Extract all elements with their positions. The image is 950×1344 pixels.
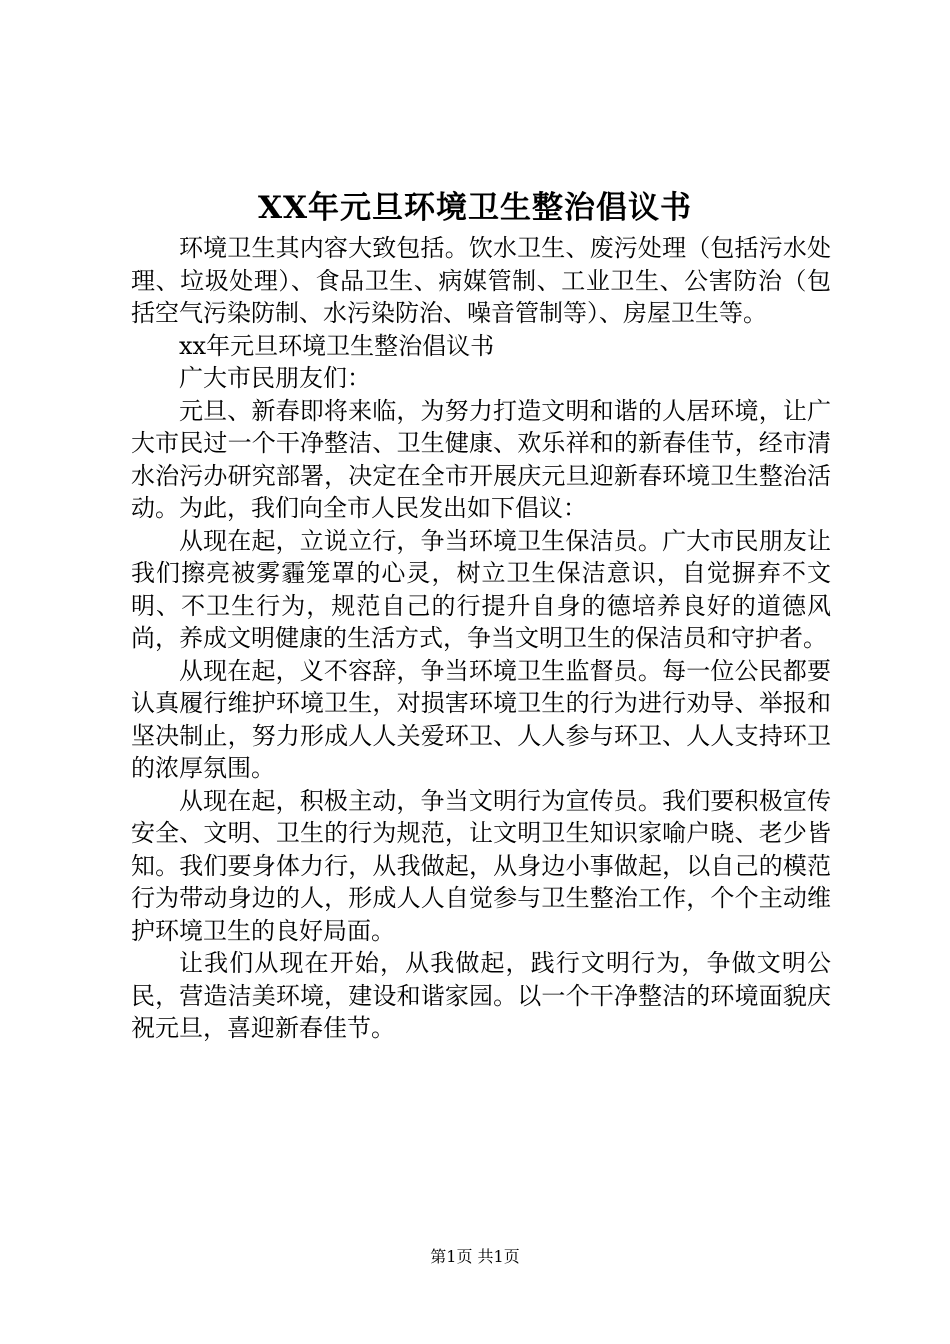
paragraph-subtitle: xx年元旦环境卫生整治倡议书 xyxy=(179,331,495,360)
document-title: XX年元旦环境卫生整治倡议书 xyxy=(257,190,693,226)
paragraph-promoter: 从现在起，积极主动，争当文明行为宣传员。我们要积极宣传安全、文明、卫生的行为规范，让文明卫生知识家喻户晓、老少皆知。我们要身体力行，从我做起，从身边小事做起，以自己的模范行为带动身边的人，形成人人自觉参与卫生整治工作，个个主动维护环境卫生的良好局面。 xyxy=(131,786,831,945)
paragraph-cleaner: 从现在起，立说立行，争当环境卫生保洁员。广大市民朋友让我们擦亮被雾霾笼罩的心灵，树立卫生保洁意识，自觉摒弃不文明、不卫生行为，规范自己的行提升自身的德培养良好的道德风尚，养成文明健康的生活方式，争当文明卫生的保洁员和守护者。 xyxy=(131,526,831,652)
paragraph-salutation: 广大市民朋友们： xyxy=(179,364,371,392)
page-footer: 第1页 共1页 xyxy=(430,1247,520,1266)
paragraph-opening: 元旦、新春即将来临，为努力打造文明和谐的人居环境，让广大市民过一个干净整洁、卫生健康、欢乐祥和的新春佳节，经市清水治污办研究部署，决定在全市开展庆元旦迎新春环境卫生整治活动。为此，我们向全市人民发出如下倡议： xyxy=(131,396,831,522)
paragraph-intro: 环境卫生其内容大致包括。饮水卫生、废污处理（包括污水处理、垃圾处理）、食品卫生、病媒管制、工业卫生、公害防治（包括空气污染防制、水污染防治、噪音管制等）、房屋卫生等。 xyxy=(131,234,831,327)
paragraph-supervisor: 从现在起，义不容辞，争当环境卫生监督员。每一位公民都要认真履行维护环境卫生，对损害环境卫生的行为进行劝导、举报和坚决制止，努力形成人人关爱环卫、人人参与环卫、人人支持环卫的浓厚氛围。 xyxy=(131,656,831,782)
document-body xyxy=(131,232,831,1045)
paragraph-closing: 让我们从现在开始，从我做起，践行文明行为，争做文明公民，营造洁美环境，建设和谐家园。以一个干净整洁的环境面貌庆祝元旦，喜迎新春佳节。 xyxy=(131,949,831,1042)
